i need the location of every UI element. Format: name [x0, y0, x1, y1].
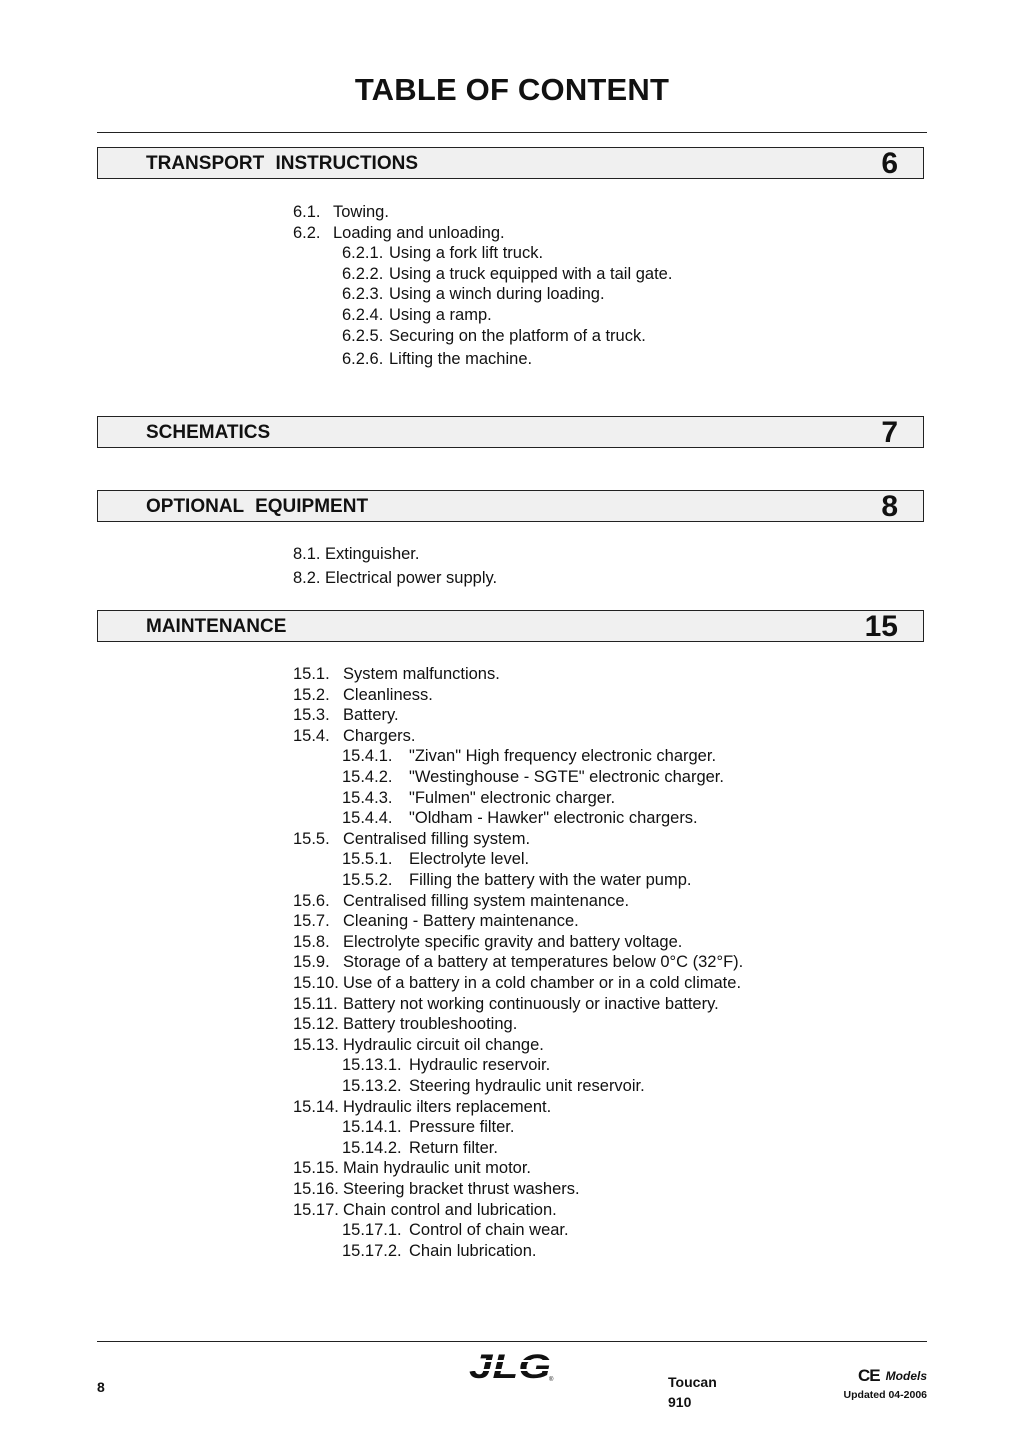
toc-item-text: Hydraulic ilters replacement. [343, 1097, 552, 1116]
toc-item-number: 15.5. [293, 829, 330, 848]
section-title: MAINTENANCE [146, 616, 287, 637]
section-title: OPTIONAL EQUIPMENT [146, 496, 369, 517]
toc-item [342, 1055, 550, 1075]
toc-item [293, 1097, 551, 1117]
section-bar-optional-equipment [97, 490, 924, 522]
toc-item-number: 15.4.2. [342, 768, 393, 786]
toc-item-number: 15.5.2. [342, 871, 393, 889]
ce-block [831, 1366, 927, 1401]
toc-item [293, 1158, 531, 1178]
toc-item-text: "Westinghouse - SGTE" electronic charger. [409, 768, 724, 786]
toc-item [342, 1241, 537, 1261]
toc-item-number: 15.3. [293, 706, 330, 725]
toc-item-number: 8.2. [293, 569, 321, 587]
toc-item [342, 1220, 569, 1240]
toc-item-number: 8.1. [293, 545, 321, 563]
toc-item-text: Cleaning - Battery maintenance. [343, 912, 579, 931]
toc-item-text: Hydraulic reservoir. [409, 1056, 551, 1075]
toc-item [293, 1035, 544, 1055]
toc-item-text: Using a winch during loading. [389, 285, 605, 304]
toc-item [342, 326, 646, 346]
toc-item-text: Main hydraulic unit motor. [343, 1159, 532, 1178]
section-number: 6 [881, 147, 898, 180]
updated-date: Updated 04-2006 [843, 1389, 927, 1401]
toc-item [293, 1179, 580, 1199]
toc-item-number: 15.14. [293, 1097, 339, 1116]
toc-item-text: "Fulmen" electronic charger. [409, 788, 616, 807]
toc-item [293, 223, 505, 243]
section-bar-transport [97, 147, 924, 179]
toc-item-number: 6.2.2. [342, 264, 384, 283]
toc-item-text: "Zivan" High frequency electronic charger. [409, 747, 717, 766]
toc-item-text: Filling the battery with the water pump. [409, 871, 692, 889]
toc-item-number: 15.8. [293, 932, 330, 951]
toc-item-number: 15.10. [293, 974, 339, 992]
svg-text:JLG: JLG [469, 1349, 551, 1383]
toc-item-text: Using a truck equipped with a tail gate. [389, 264, 673, 283]
section-title: SCHEMATICS [146, 422, 271, 443]
toc-item-number: 15.13.2. [342, 1077, 402, 1095]
toc-item-text: Control of chain wear. [409, 1221, 569, 1240]
toc-item-text: Centralised filling system maintenance. [343, 891, 630, 910]
toc-item-number: 15.5.1. [342, 850, 393, 869]
toc-item-number: 15.1. [293, 665, 330, 683]
toc-item [293, 994, 719, 1014]
toc-item-number: 6.2.4. [342, 306, 384, 324]
footer-page-number: 8 [97, 1379, 105, 1395]
toc-item-number: 6.2.6. [342, 350, 384, 369]
toc-item-text: "Oldham - Hawker" electronic chargers. [409, 809, 698, 828]
toc-item [293, 1014, 517, 1034]
svg-text:®: ® [549, 1377, 554, 1383]
toc-item-text: Steering hydraulic unit reservoir. [409, 1077, 645, 1095]
toc-item [293, 891, 629, 911]
section-number: 15 [864, 610, 898, 643]
toc-item-text: Electrical power supply. [325, 569, 498, 587]
toc-item-text: Extinguisher. [325, 545, 420, 563]
toc-item [293, 202, 389, 222]
toc-item-number: 6.2.5. [342, 326, 384, 345]
toc-item-number: 15.13.1. [342, 1056, 402, 1075]
toc-item-number: 15.13. [293, 1035, 339, 1054]
toc-item-number: 15.17.1. [342, 1221, 402, 1240]
toc-item [342, 1138, 498, 1158]
toc-item-text: Hydraulic circuit oil change. [343, 1035, 544, 1054]
toc-item-text: Cleanliness. [343, 685, 433, 704]
toc-item-text: Steering bracket thrust washers. [343, 1180, 580, 1198]
toc-item [293, 1200, 557, 1220]
models-label: Models [885, 1369, 927, 1383]
section-number: 7 [881, 416, 898, 449]
toc-item [342, 849, 529, 869]
toc-item [342, 1076, 645, 1096]
toc-item [342, 305, 492, 325]
toc-item [342, 264, 672, 284]
toc-item-text: Battery. [343, 706, 399, 725]
toc-item [293, 973, 741, 993]
toc-item [342, 767, 724, 787]
bottom-rule [97, 1341, 927, 1342]
top-rule [97, 132, 927, 133]
toc-item-text: Securing on the platform of a truck. [389, 326, 646, 345]
toc-item-number: 6.1. [293, 203, 321, 221]
jlg-logo-icon [466, 1349, 558, 1383]
section-title: TRANSPORT INSTRUCTIONS [146, 153, 418, 174]
toc-item [342, 870, 691, 890]
toc-item-text: Using a fork lift truck. [389, 244, 544, 263]
toc-item-number: 15.7. [293, 912, 330, 931]
toc-item-text: Chain control and lubrication. [343, 1200, 557, 1219]
toc-item-number: 15.15. [293, 1159, 339, 1178]
toc-item [293, 932, 682, 952]
jlg-logo [466, 1349, 558, 1388]
toc-item-number: 15.16. [293, 1180, 339, 1198]
section-number: 8 [881, 490, 898, 523]
toc-item-text: Battery not working continuously or inactive battery. [343, 994, 719, 1013]
toc-item [342, 788, 615, 808]
toc-item [342, 349, 532, 369]
section-bar-schematics [97, 416, 924, 448]
toc-item-number: 15.14.1. [342, 1118, 402, 1137]
toc-item-text: Use of a battery in a cold chamber or in a cold climate. [343, 974, 742, 992]
model-number: 910 [668, 1394, 692, 1410]
toc-item [342, 746, 716, 766]
model-info [668, 1372, 717, 1412]
toc-item [293, 952, 743, 972]
toc-item [293, 726, 415, 746]
model-name: Toucan [668, 1374, 717, 1390]
toc-item-text: Using a ramp. [389, 306, 492, 324]
toc-item [342, 808, 698, 828]
toc-item [293, 544, 419, 564]
toc-item-number: 15.17.2. [342, 1241, 402, 1260]
toc-item-number: 15.12. [293, 1015, 339, 1034]
toc-item-text: Lifting the machine. [389, 350, 533, 369]
toc-item-number: 15.4.3. [342, 788, 393, 807]
toc-item-text: Pressure filter. [409, 1118, 515, 1137]
toc-item-text: Return filter. [409, 1138, 498, 1157]
toc-item-number: 15.11. [293, 994, 338, 1013]
toc-item-text: Towing. [333, 203, 389, 221]
toc-item-text: Electrolyte level. [409, 850, 530, 869]
toc-item-text: Storage of a battery at temperatures below 0°C (32°F). [343, 953, 744, 972]
toc-item-number: 15.14.2. [342, 1138, 402, 1157]
ce-mark-icon: CE [858, 1366, 880, 1385]
toc-item-text: Chain lubrication. [409, 1241, 537, 1260]
toc-item-number: 15.17. [293, 1200, 339, 1219]
toc-item-text: Chargers. [343, 726, 416, 745]
section-bar-maintenance [97, 610, 924, 642]
toc-item [342, 243, 543, 263]
toc-item-text: Loading and unloading. [333, 223, 505, 242]
toc-item-number: 15.4.4. [342, 809, 393, 828]
toc-item [293, 705, 399, 725]
toc-item [293, 568, 497, 588]
toc-item-number: 15.4. [293, 726, 330, 745]
toc-item-number: 15.9. [293, 953, 330, 972]
toc-item-text: Battery troubleshooting. [343, 1015, 518, 1034]
toc-item-number: 6.2.1. [342, 244, 384, 263]
toc-item-number: 6.2. [293, 223, 321, 242]
toc-item [342, 284, 605, 304]
toc-item [293, 829, 530, 849]
toc-item-text: System malfunctions. [343, 665, 500, 683]
toc-item-text: Electrolyte specific gravity and battery voltage. [343, 932, 683, 951]
toc-item-text: Centralised filling system. [343, 829, 531, 848]
toc-item [342, 1117, 514, 1137]
toc-item-number: 6.2.3. [342, 285, 384, 304]
toc-item-number: 15.6. [293, 891, 330, 910]
toc-item [293, 685, 433, 705]
page-title: TABLE OF CONTENT [354, 72, 670, 107]
toc-item [293, 911, 579, 931]
toc-item [293, 664, 500, 684]
toc-item-number: 15.4.1. [342, 747, 393, 766]
toc-item-number: 15.2. [293, 685, 330, 704]
